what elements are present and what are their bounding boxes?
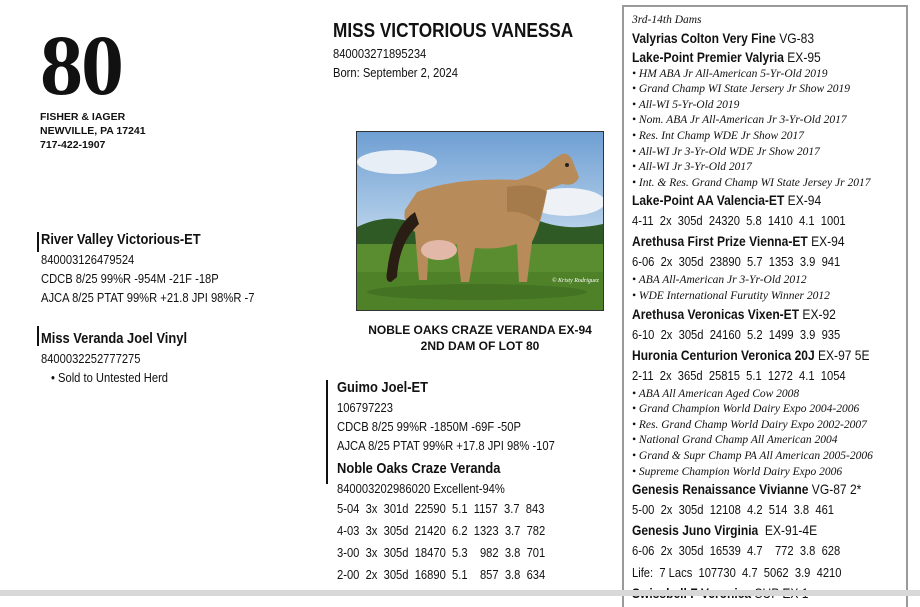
honor-line: • National Grand Champ All American 2004 [632, 434, 838, 447]
dams-panel [622, 5, 908, 607]
ancestor-classification: VG-87 2* [808, 481, 862, 498]
ancestor-name: Arethusa First Prize Vienna-ET [632, 233, 808, 250]
grandsire-reg: 106797223 [337, 400, 393, 415]
sire-name: River Valley Victorious-ET [41, 231, 201, 248]
second-dam-reg: 840003202986020 Excellent-94% [337, 481, 505, 496]
ancestor-dam [632, 480, 868, 499]
cow-photo [356, 131, 604, 311]
dam-note: • Sold to Untested Herd [51, 370, 169, 385]
honor-line: • Grand Champion World Dairy Expo 2004-2006 [632, 403, 860, 416]
grandsire-ajca: AJCA 8/25 PTAT 99%R +17.8 JPI 98% -107 [337, 438, 555, 453]
grandsire-name: Guimo Joel-ET [337, 379, 429, 396]
honor-line: • Nom. ABA Jr All-American Jr 3-Yr-Old 2017 [632, 114, 847, 127]
consignor [40, 110, 146, 152]
animal-born: Born: September 2, 2024 [333, 65, 458, 80]
dam-name: Miss Veranda Joel Vinyl [41, 330, 188, 347]
consignor-phone: 717-422-1907 [40, 139, 106, 151]
lactation-record: 2-00 2x 305d 16890 5.1 857 3.8 634 [337, 567, 546, 582]
ancestor-name: Valyrias Colton Very Fine [632, 29, 776, 46]
lactation-record: 3-00 3x 305d 18470 5.3 982 3.8 701 [337, 545, 546, 560]
ancestor-classification: EX-97 5E [814, 346, 870, 363]
sire-ajca: AJCA 8/25 PTAT 99%R +21.8 JPI 98%R -7 [41, 290, 255, 305]
honor-line: • All-WI 5-Yr-Old 2019 [632, 98, 740, 111]
ancestor-dam [632, 305, 868, 324]
sire-block [41, 229, 289, 307]
honor-line: • ABA All American Aged Cow 2008 [632, 387, 800, 400]
sire-cdcb: CDCB 8/25 99%R -954M -21F -18P [41, 271, 219, 286]
animal-header [333, 20, 612, 82]
ancestor-dam [632, 29, 868, 48]
honor-line: • All-WI Jr 3-Yr-Old WDE Jr Show 2017 [632, 145, 820, 158]
ancestor-name: Lake-Point Premier Valyria [632, 48, 784, 65]
ancestor-classification: EX-94 [784, 192, 822, 209]
animal-reg-number: 840003271895234 [333, 46, 427, 61]
honor-line: • Int. & Res. Grand Champ WI State Jersey Jr 2017 [632, 176, 871, 189]
ancestor-classification: VG-83 [775, 29, 815, 46]
ancestor-dam [632, 232, 868, 251]
lactation-record: 4-03 3x 305d 21420 6.2 1323 3.7 782 [337, 523, 546, 538]
photo-caption-line2: 2ND DAM OF LOT 80 [420, 339, 540, 353]
ancestor-dam [632, 48, 868, 67]
honor-line: • Res. Grand Champ World Dairy Expo 2002-2007 [632, 418, 867, 431]
honor-line: • HM ABA Jr All-American 5-Yr-Old 2019 [632, 67, 828, 80]
photo-caption-line1: NOBLE OAKS CRAZE VERANDA EX-94 [368, 323, 592, 337]
pedigree-bracket [37, 326, 39, 346]
honor-line: • WDE International Furutity Winner 2012 [632, 289, 830, 302]
ancestor-classification: EX-95 [783, 48, 821, 65]
photo-watermark: © Kristy Rodriguez [552, 278, 599, 284]
lactation-record: 5-00 2x 305d 12108 4.2 514 3.8 461 [632, 502, 835, 518]
honor-line: • Res. Int Champ WDE Jr Show 2017 [632, 129, 805, 142]
lactation-record: 6-06 2x 305d 16539 4.7 772 3.8 628 [632, 543, 841, 559]
ancestor-classification: EX-91-4E [758, 522, 818, 539]
ancestor-classification: EX-92 [799, 305, 836, 322]
honor-line: • Grand Champ WI State Jersery Jr Show 2019 [632, 83, 851, 96]
lactation-record: 6-06 2x 305d 23890 5.7 1353 3.9 941 [632, 254, 841, 270]
ancestor-name: Huronia Centurion Veronica 20J [632, 346, 815, 363]
grandsire-cdcb: CDCB 8/25 99%R -1850M -69F -50P [337, 419, 521, 434]
lactation-record: 2-11 2x 365d 25815 5.1 1272 4.1 1054 [632, 367, 846, 383]
cow-illustration [357, 132, 603, 310]
lactation-record: Life: 7 Lacs 107730 4.7 5062 3.9 4210 [632, 565, 842, 581]
lot-number: 80 [40, 17, 122, 113]
animal-name: MISS VICTORIOUS VANESSA [333, 20, 574, 42]
dam-reg: 8400032252777275 [41, 351, 141, 366]
ancestor-name: Genesis Renaissance Vivianne [632, 481, 809, 498]
page-bottom-rule [0, 590, 920, 596]
consignor-city: NEWVILLE, PA 17241 [40, 125, 146, 137]
ancestor-name: Arethusa Veronicas Vixen-ET [632, 305, 800, 322]
ancestor-name: Genesis Juno Virginia [632, 522, 759, 539]
dams-header: 3rd-14th Dams [632, 14, 702, 26]
lactation-record: 6-10 2x 305d 24160 5.2 1499 3.9 935 [632, 326, 841, 342]
maternal-grandsire-block [337, 377, 590, 455]
ancestor-dam [632, 346, 868, 365]
ancestor-dam [632, 191, 868, 210]
second-dam-name: Noble Oaks Craze Veranda [337, 460, 501, 477]
ancestor-name: Lake-Point AA Valencia-ET [632, 192, 785, 209]
second-dam-block [337, 458, 579, 586]
sire-reg: 840003126479524 [41, 252, 135, 267]
pedigree-bracket [37, 232, 39, 252]
second-dam-records [337, 498, 579, 586]
photo-caption [330, 322, 630, 354]
honor-line: • All-WI Jr 3-Yr-Old 2017 [632, 161, 752, 174]
lactation-record: 4-11 2x 305d 24320 5.8 1410 4.1 1001 [632, 213, 846, 229]
ancestor-dam [632, 521, 868, 540]
honor-line: • Grand & Supr Champ PA All American 2005-2006 [632, 449, 873, 462]
consignor-name: FISHER & IAGER [40, 111, 126, 123]
dam-block [41, 328, 211, 387]
pedigree-bracket [326, 380, 328, 484]
ancestor-classification: EX-94 [807, 233, 845, 250]
honor-line: • ABA All-American Jr 3-Yr-Old 2012 [632, 274, 807, 287]
honor-line: • Supreme Champion World Dairy Expo 2006 [632, 465, 843, 478]
lactation-record: 5-04 3x 301d 22590 5.1 1157 3.7 843 [337, 501, 545, 516]
